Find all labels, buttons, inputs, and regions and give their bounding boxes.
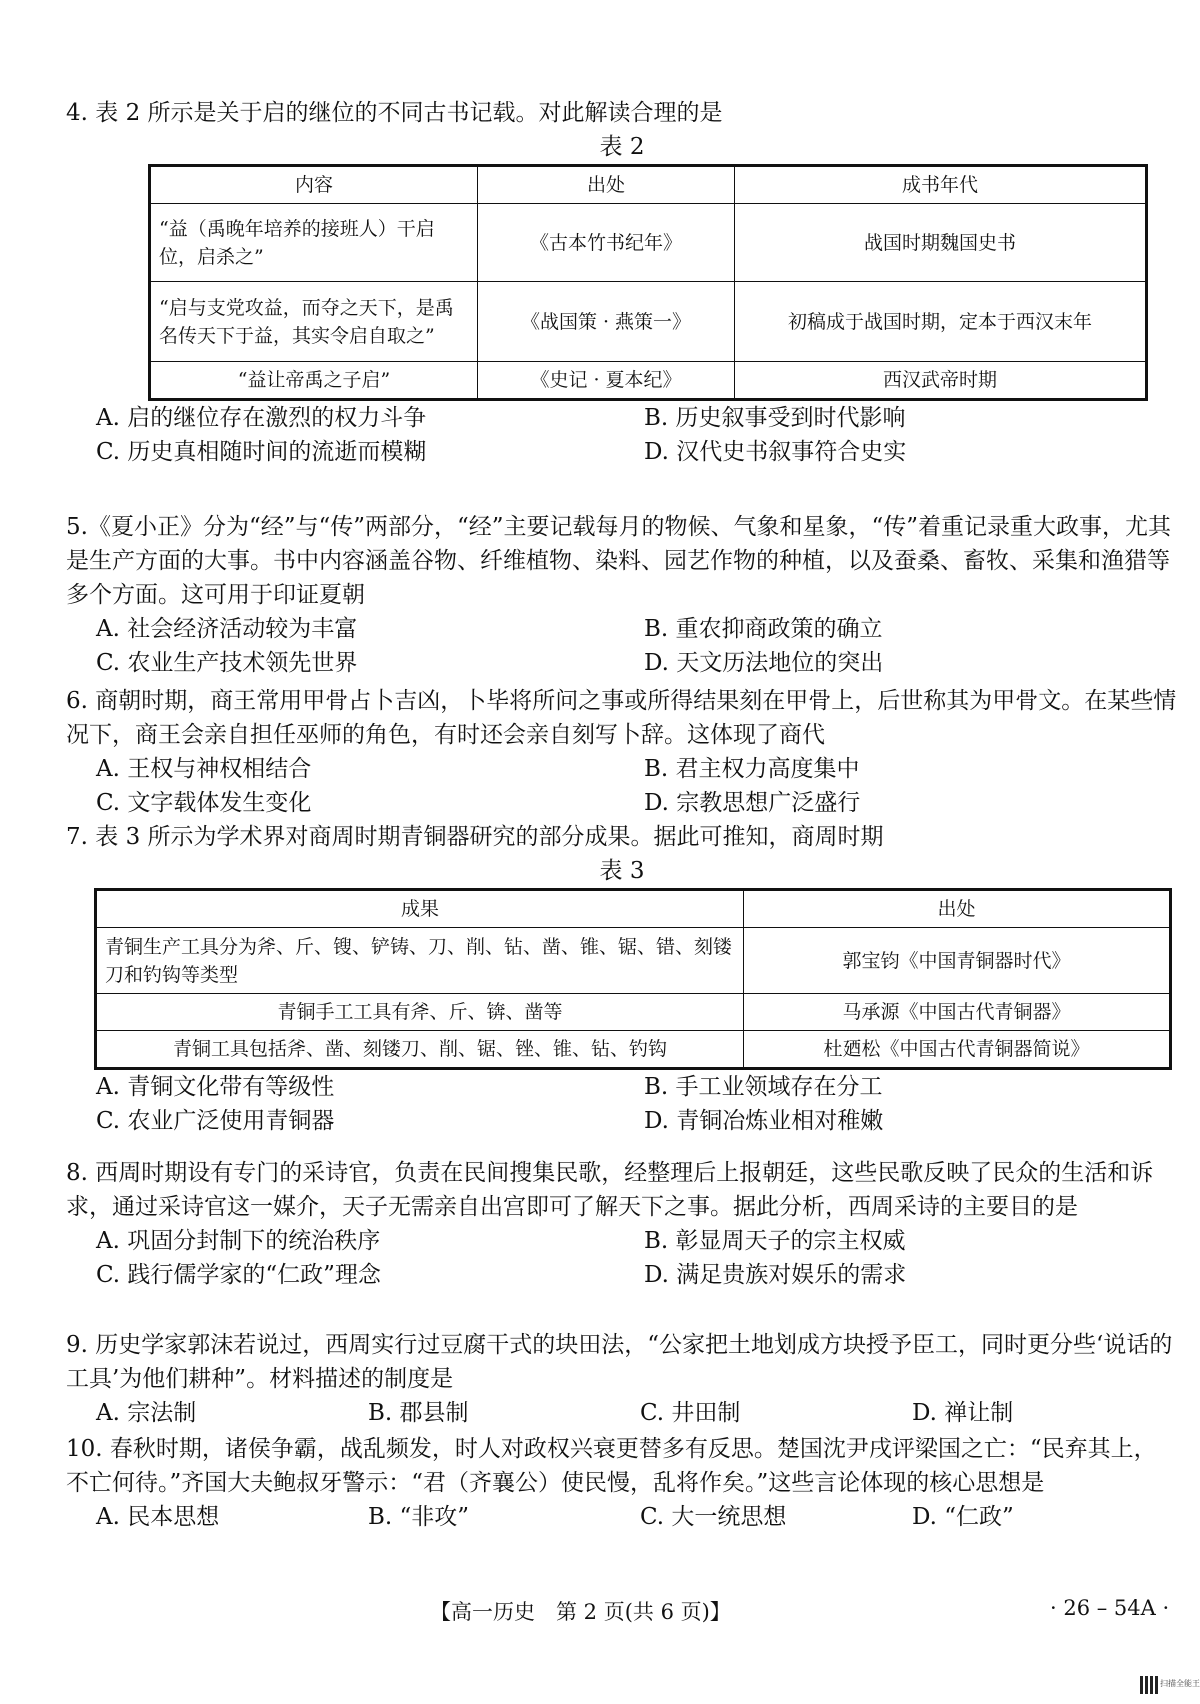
option-a[interactable]: A. 王权与神权相结合 bbox=[96, 756, 312, 782]
qr-code-icon bbox=[1140, 1676, 1158, 1694]
option-d[interactable]: D. “仁政” bbox=[912, 1504, 1014, 1530]
option-c[interactable]: C. 历史真相随时间的流逝而模糊 bbox=[96, 439, 427, 465]
question-10 bbox=[66, 1432, 1178, 1534]
question-stem: 10. 春秋时期，诸侯争霸，战乱频发，时人对政权兴衰更替多有反思。楚国沈尹戌评梁国之亡：“民弃其上，不亡何待。”齐国大夫鲍叔牙警示：“君（齐襄公）使民慢，乱将作矣。”这些言论体现的核心思想是 bbox=[66, 1436, 1157, 1496]
option-a[interactable]: A. 社会经济活动较为丰富 bbox=[96, 616, 358, 642]
page-number: 【高一历史 第 2 页(共 6 页)】 bbox=[430, 1600, 731, 1624]
option-b[interactable]: B. 君主权力高度集中 bbox=[644, 756, 860, 782]
answer-options bbox=[96, 752, 1178, 820]
table-row bbox=[150, 362, 1147, 400]
option-d[interactable]: D. 宗教思想广泛盛行 bbox=[644, 790, 861, 816]
table-header: 成书年代 bbox=[735, 166, 1147, 204]
question-9 bbox=[66, 1328, 1178, 1430]
option-d[interactable]: D. 禅让制 bbox=[912, 1400, 1014, 1426]
question-stem: 7. 表 3 所示为学术界对商周时期青铜器研究的部分成果。据此可推知，商周时期 bbox=[66, 824, 884, 850]
question-5 bbox=[66, 510, 1178, 680]
table-caption: 表 3 bbox=[599, 858, 645, 884]
table-row bbox=[150, 282, 1147, 362]
exam-code: · 26 – 54A · bbox=[1050, 1596, 1170, 1620]
table-cell: 《古本竹书纪年》 bbox=[478, 204, 735, 282]
table-3 bbox=[94, 888, 1172, 1070]
option-b[interactable]: B. 历史叙事受到时代影响 bbox=[644, 405, 906, 431]
table-caption: 表 2 bbox=[599, 134, 645, 160]
option-d[interactable]: D. 天文历法地位的突出 bbox=[644, 650, 884, 676]
table-cell: “益让帝禹之子启” bbox=[150, 362, 478, 400]
scanner-watermark: 扫描全能王 bbox=[1160, 1679, 1200, 1688]
table-cell: 青铜手工工具有斧、斤、锛、凿等 bbox=[96, 994, 744, 1031]
answer-options bbox=[96, 1396, 1178, 1430]
table-header-row bbox=[150, 166, 1147, 204]
answer-options bbox=[96, 1070, 1178, 1138]
option-d[interactable]: D. 汉代史书叙事符合史实 bbox=[644, 439, 907, 465]
table-cell: 杜廼松《中国古代青铜器简说》 bbox=[744, 1031, 1171, 1069]
option-b[interactable]: B. 郡县制 bbox=[368, 1400, 469, 1426]
question-stem: 5.《夏小正》分为“经”与“传”两部分，“经”主要记载每月的物候、气象和星象，“传”着重记录重大政事，尤其是生产方面的大事。书中内容涵盖谷物、纤维植物、染料、园艺作物的种植，以及蚕桑、畜牧、采集和渔猎等多个方面。这可用于印证夏朝 bbox=[66, 514, 1172, 608]
option-a[interactable]: A. 民本思想 bbox=[96, 1504, 220, 1530]
table-cell: “启与支党攻益，而夺之天下，是禹名传天下于益，其实令启自取之” bbox=[150, 282, 478, 362]
table-2 bbox=[148, 164, 1148, 401]
table-row bbox=[96, 1031, 1171, 1069]
option-c[interactable]: C. 践行儒学家的“仁政”理念 bbox=[96, 1262, 381, 1288]
option-d[interactable]: D. 满足贵族对娱乐的需求 bbox=[644, 1262, 907, 1288]
table-cell: 马承源《中国古代青铜器》 bbox=[744, 994, 1171, 1031]
table-cell: 《战国策 · 燕策一》 bbox=[478, 282, 735, 362]
table-cell: 青铜工具包括斧、凿、刻镂刀、削、锯、锉、锥、钻、钓钩 bbox=[96, 1031, 744, 1069]
table-cell: “益（禹晚年培养的接班人）干启位，启杀之” bbox=[150, 204, 478, 282]
option-b[interactable]: B. 彰显周天子的宗主权威 bbox=[644, 1228, 906, 1254]
question-stem: 6. 商朝时期，商王常用甲骨占卜吉凶，卜毕将所问之事或所得结果刻在甲骨上，后世称其为甲骨文。在某些情况下，商王会亲自担任巫师的角色，有时还会亲自刻写卜辞。这体现了商代 bbox=[66, 688, 1177, 748]
question-8 bbox=[66, 1156, 1178, 1292]
option-a[interactable]: A. 启的继位存在激烈的权力斗争 bbox=[96, 405, 427, 431]
table-row bbox=[150, 204, 1147, 282]
question-stem: 4. 表 2 所示是关于启的继位的不同古书记载。对此解读合理的是 bbox=[66, 100, 723, 126]
table-cell: 西汉武帝时期 bbox=[735, 362, 1147, 400]
question-stem: 9. 历史学家郭沫若说过，西周实行过豆腐干式的块田法，“公家把土地划成方块授予臣工，同时更分些‘说话的工具’为他们耕种”。材料描述的制度是 bbox=[66, 1332, 1173, 1392]
answer-options bbox=[96, 401, 1178, 469]
table-header-row bbox=[96, 890, 1171, 928]
table-cell: 青铜生产工具分为斧、斤、锼、铲铸、刀、削、钻、凿、锥、锯、错、刻镂刀和钓钩等类型 bbox=[96, 928, 744, 994]
answer-options bbox=[96, 1500, 1178, 1534]
option-c[interactable]: C. 文字载体发生变化 bbox=[96, 790, 312, 816]
option-a[interactable]: A. 巩固分封制下的统治秩序 bbox=[96, 1228, 381, 1254]
question-stem: 8. 西周时期设有专门的采诗官，负责在民间搜集民歌，经整理后上报朝廷，这些民歌反映了民众的生活和诉求，通过采诗官这一媒介，天子无需亲自出宫即可了解天下之事。据此分析，西周采诗的主要目的是 bbox=[66, 1160, 1154, 1220]
option-c[interactable]: C. 农业生产技术领先世界 bbox=[96, 650, 358, 676]
table-cell: 战国时期魏国史书 bbox=[735, 204, 1147, 282]
option-b[interactable]: B. “非攻” bbox=[368, 1504, 470, 1530]
option-c[interactable]: C. 农业广泛使用青铜器 bbox=[96, 1108, 335, 1134]
option-b[interactable]: B. 手工业领域存在分工 bbox=[644, 1074, 883, 1100]
table-cell: 《史记 · 夏本纪》 bbox=[478, 362, 735, 400]
option-d[interactable]: D. 青铜冶炼业相对稚嫩 bbox=[644, 1108, 884, 1134]
table-row bbox=[96, 928, 1171, 994]
question-4 bbox=[66, 96, 1178, 469]
question-6 bbox=[66, 684, 1178, 820]
table-cell: 郭宝钧《中国青铜器时代》 bbox=[744, 928, 1171, 994]
table-cell: 初稿成于战国时期，定本于西汉末年 bbox=[735, 282, 1147, 362]
option-b[interactable]: B. 重农抑商政策的确立 bbox=[644, 616, 883, 642]
option-c[interactable]: C. 井田制 bbox=[640, 1400, 741, 1426]
table-row bbox=[96, 994, 1171, 1031]
question-7 bbox=[66, 820, 1178, 1138]
answer-options bbox=[96, 1224, 1178, 1292]
table-header: 出处 bbox=[744, 890, 1171, 928]
answer-options bbox=[96, 612, 1178, 680]
table-header: 成果 bbox=[96, 890, 744, 928]
option-a[interactable]: A. 青铜文化带有等级性 bbox=[96, 1074, 335, 1100]
table-header: 出处 bbox=[478, 166, 735, 204]
table-header: 内容 bbox=[150, 166, 478, 204]
option-c[interactable]: C. 大一统思想 bbox=[640, 1504, 787, 1530]
option-a[interactable]: A. 宗法制 bbox=[96, 1400, 197, 1426]
